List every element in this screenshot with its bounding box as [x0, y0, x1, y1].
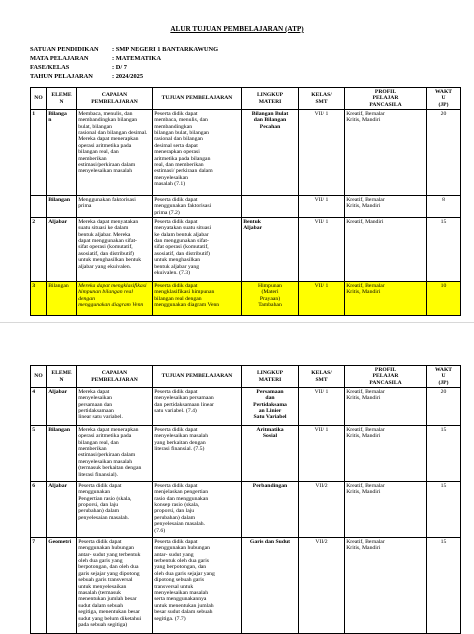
cell-lingkup: Aritmatika Sosial — [242, 426, 299, 482]
table-row — [31, 196, 461, 218]
cell-elemen: Geometri — [47, 538, 77, 634]
cell-elemen: Bilanga n — [47, 110, 77, 196]
column-header-kelas: KELAS/ SMT — [299, 366, 345, 388]
table-row — [31, 218, 461, 282]
column-header-tujuan: TUJUAN PEMBELAJARAN — [153, 366, 242, 388]
cell-tujuan: Peserta didik dapat menyelesaikan persamaan dan pertidaksamaan linear satu variabel. (7.4) — [153, 388, 242, 426]
cell-lingkup: Perbandingan — [242, 482, 299, 538]
cell-capaian: Peserta didik dapat menggunakan hubungan antar- sudut yang terbentuk oleh dua garis yang berpotongan, dan oleh dua garis sejajar yang dipotong sebuah garis transversal untuk menyelesaikan masalah (termasuk menentukan jumlah besar sudut dalam sebuah segitiga, menentukan besar sudut yang belum diketahui pada sebuah segitiga) — [77, 538, 153, 634]
column-header-capaian: CAPAIAN PEMBELAJARAN — [77, 88, 153, 110]
cell-waktu: 10 — [427, 282, 461, 316]
cell-tujuan: Peserta didik dapat menyelesaikan masalah yang berkaitan dengan literasi finansial. (7.5) — [153, 426, 242, 482]
column-header-no: NO — [31, 88, 47, 110]
cell-capaian: Mereka dapat menerapkan operasi aritmetika pada bilangan real, dan memberikan estimasi/perkiraan dalam menyelesaikan masalah (termasuk berkaitan dengan literasi finansial). — [77, 426, 153, 482]
cell-waktu: 15 — [427, 538, 461, 634]
cell-waktu: 15 — [427, 218, 461, 282]
cell-kelas: VII/ 1 — [299, 218, 345, 282]
atp-table-1 — [30, 87, 461, 316]
meta-row — [30, 73, 218, 82]
meta-value: : MATEMATIKA — [112, 54, 161, 62]
table-row — [31, 426, 461, 482]
column-header-no: NO — [31, 366, 47, 388]
cell-capaian: Membaca, menulis, dan membandingkan bilangan bulat, bilangan rasional dan bilangan desimal. Mereka dapat menerapkan operasi aritmetika pada bilangan real, dan memberikan estimasi/perkiraan dalam menyelesaikan masalah — [77, 110, 153, 196]
cell-waktu: 20 — [427, 110, 461, 196]
cell-capaian: Mereka dapat menyelesaikan persamaan dan pertidaksamaan linear satu variabel. — [77, 388, 153, 426]
cell-kelas: VII/ 1 — [299, 282, 345, 316]
cell-lingkup — [242, 196, 299, 218]
cell-kelas: VII/2 — [299, 482, 345, 538]
cell-kelas: VII/ 1 — [299, 388, 345, 426]
column-header-waktu: WAKT U (JP) — [427, 366, 461, 388]
cell-tujuan: Peserta didik dapat membaca, menulis, dan membandingkan bilangan bulat, bilangan rasional dan bilangan desimal serta dapat menerapkan operasi aritmetika pada bilangan real, dan memberikan estimasi/ perkiraan dalam menyelesaikan masalah (7.1) — [153, 110, 242, 196]
cell-elemen: Bilangan — [47, 426, 77, 482]
cell-tujuan: Peserta didik dapat menggunakan hubungan antar- sudut yang terbentuk oleh dua garis yang berpotongan, dan oleh dua garis sejajar yang dipotong sebuah garis transversal untuk menyelesaikan masalah serta menggunakannya untuk menentukan jumlah besar sudut dalam sebuah segitiga. (7.7) — [153, 538, 242, 634]
cell-no: 4 — [31, 388, 47, 426]
cell-profil: Kreatif, Bernalar Kritis, Mandiri — [345, 196, 427, 218]
document-meta — [30, 46, 218, 82]
column-header-tujuan: TUJUAN PEMBELAJARAN — [153, 88, 242, 110]
cell-no: 2 — [31, 218, 47, 282]
cell-no: 5 — [31, 426, 47, 482]
cell-waktu: 20 — [427, 388, 461, 426]
column-header-lingkup: LINGKUP MATERI — [242, 366, 299, 388]
meta-key: FASE/KELAS — [30, 63, 70, 71]
cell-no: 3 — [31, 282, 47, 316]
cell-lingkup: Bentuk Aljabar — [242, 218, 299, 282]
meta-key: SATUAN PENDIDIKAN — [30, 46, 99, 53]
meta-value: : 2024/2025 — [112, 72, 144, 80]
meta-value: : SMP NEGERI 1 BANTARKAWUNG — [112, 46, 219, 53]
cell-tujuan: Peserta didik dapat menggunakan faktorisasi prima (7.2) — [153, 196, 242, 218]
atp-table-2 — [30, 365, 461, 634]
table-row — [31, 538, 461, 634]
column-header-profil: PROFIL PELAJAR PANCASILA — [345, 366, 427, 388]
table-row — [31, 110, 461, 196]
cell-elemen: Bilangan — [47, 282, 77, 316]
meta-key: MATA PELAJARAN — [30, 54, 89, 62]
column-header-elemen: ELEME N — [47, 88, 77, 110]
cell-profil: Kreatif, Bernalar Kritis, Mandiri — [345, 426, 427, 482]
cell-lingkup: Garis dan Sudut — [242, 538, 299, 634]
cell-profil: Kreatif, Bernalar Kritis, Mandiri — [345, 482, 427, 538]
meta-row — [30, 64, 218, 73]
meta-row — [30, 55, 218, 64]
cell-capaian: Mereka dapat mengklasifikasi himpunan bilangan real dengan menggunakan diagram Venn — [77, 282, 153, 316]
cell-elemen: Bilangan — [47, 196, 77, 218]
cell-kelas: VII/ 1 — [299, 196, 345, 218]
cell-capaian: Peserta didik dapat menggunakan Pengertian rasio (skala, proporsi, dan laju perubahan) dalam penyelesaian masalah. — [77, 482, 153, 538]
cell-kelas: VII/ 1 — [299, 110, 345, 196]
meta-key: TAHUN PELAJARAN — [30, 72, 93, 80]
cell-tujuan: Peserta didik dapat menyatakan suatu situasi ke dalam bentuk aljabar dan menggunakan sifat- sifat operasi (komutatif, asosiatif, dan distributif) untuk menghasilkan bentuk aljabar yang ekuivalen. (7.3) — [153, 218, 242, 282]
cell-no: 6 — [31, 482, 47, 538]
cell-lingkup: Persamaan dan Pertidaksama an Linier Satu Variabel — [242, 388, 299, 426]
column-header-profil: PROFIL PELAJAR PANCASILA — [345, 88, 427, 110]
cell-profil: Kreatif, Mandiri — [345, 218, 427, 282]
cell-tujuan: Peserta didik dapat menjelaskan pengertian rasio dan menggunakan konsep rasio (skala, proporsi, dan laju perubahan) dalam penyelesaian masalah. (7.6) — [153, 482, 242, 538]
cell-waktu: 15 — [427, 426, 461, 482]
column-header-kelas: KELAS/ SMT — [299, 88, 345, 110]
cell-lingkup: Bilangan Bulat dan Bilangan Pecahan — [242, 110, 299, 196]
cell-no — [31, 196, 47, 218]
document-page-2 — [0, 322, 474, 633]
meta-row — [30, 46, 218, 55]
table-row — [31, 482, 461, 538]
column-header-lingkup: LINGKUP MATERI — [242, 88, 299, 110]
meta-value: : D/ 7 — [112, 63, 127, 71]
cell-profil: Kreatif, Bernalar Kritis, Mandiri — [345, 110, 427, 196]
cell-profil: Kreatif, Bernalar Kritis, Mandiri — [345, 282, 427, 316]
cell-elemen: Aljabar — [47, 218, 77, 282]
cell-waktu: 8 — [427, 196, 461, 218]
table-header-row — [31, 88, 461, 110]
cell-profil: Kreatif, Bernalar Kritis, Mandiri — [345, 388, 427, 426]
cell-elemen: Aljabar — [47, 388, 77, 426]
cell-tujuan: Peserta didik dapat mengklasifikasi himpunan bilangan real dengan menggunakan diagram Venn — [153, 282, 242, 316]
cell-no: 7 — [31, 538, 47, 634]
cell-capaian: Mereka dapat menyatakan suatu situasi ke dalam bentuk aljabar. Mereka dapat menggunakan sifat- sifat operasi (komutatif, asosiatif, dan distributif) untuk menghasilkan bentuk aljabar yang ekuivalen. — [77, 218, 153, 282]
cell-no: 1 — [31, 110, 47, 196]
cell-kelas: VII/2 — [299, 538, 345, 634]
table-header-row — [31, 366, 461, 388]
cell-waktu: 15 — [427, 482, 461, 538]
table-row — [31, 388, 461, 426]
cell-capaian: Menggunakan faktorisasi prima — [77, 196, 153, 218]
column-header-waktu: WAKT U (JP) — [427, 88, 461, 110]
column-header-elemen: ELEME N — [47, 366, 77, 388]
table-row-highlighted — [31, 282, 461, 316]
cell-kelas: VII/ 1 — [299, 426, 345, 482]
cell-profil: Kreatif, Bernalar Kritis, Mandiri — [345, 538, 427, 634]
cell-elemen: Aljabar — [47, 482, 77, 538]
document-title: ALUR TUJUAN PEMBELAJARAN (ATP) — [170, 25, 304, 33]
column-header-capaian: CAPAIAN PEMBELAJARAN — [77, 366, 153, 388]
cell-lingkup: Himpunan (Materi Prayaan) Tambahan — [242, 282, 299, 316]
